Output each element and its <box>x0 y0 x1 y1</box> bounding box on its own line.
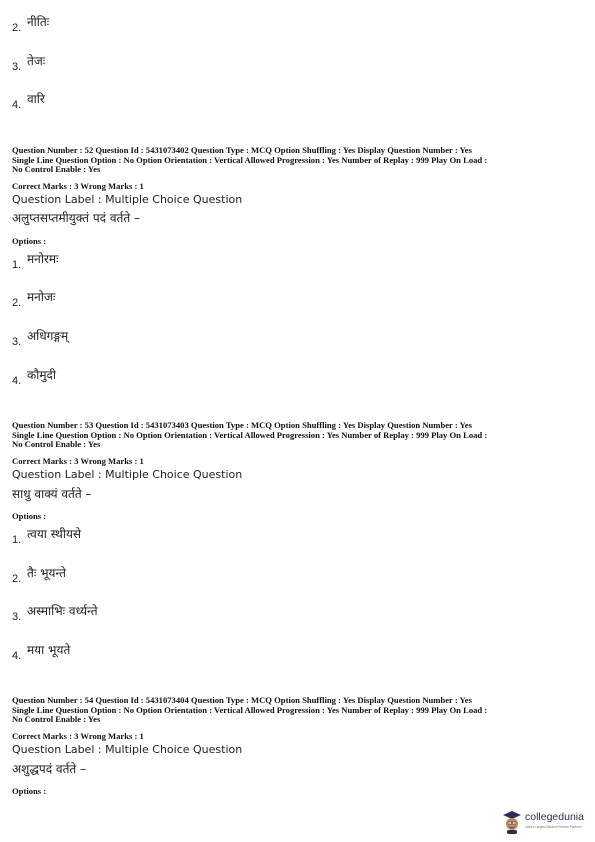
graduate-mascot-icon <box>502 810 522 834</box>
option-text: तेजः <box>27 54 46 68</box>
meta-line: No Control Enable : Yes <box>12 164 101 175</box>
question-text: अशुद्धपदं वर्तते – <box>12 762 87 776</box>
option-text[interactable]: मनोजः <box>27 290 56 304</box>
meta-line: Single Line Question Option : No Option Orientation : Vertical Allowed Progression : Yes Number of Replay : 999 Play On Load : <box>12 429 488 440</box>
question-text: साधु वाक्यं वर्तते – <box>12 487 92 501</box>
meta-line: Question Number : 54 Question Id : 5431073404 Question Type : MCQ Option Shuffling : Yes Display Question Number : Yes <box>12 695 472 705</box>
option-text[interactable]: तैः भूयन्ते <box>27 566 67 580</box>
logo-tagline: India's Largest Student Review Platform <box>525 825 582 829</box>
option-number: 3. <box>12 611 22 623</box>
option-number: 2. <box>12 297 22 309</box>
option-number: 4. <box>12 650 22 662</box>
collegedunia-logo[interactable] <box>502 808 592 836</box>
question-meta <box>12 146 587 175</box>
marks-info: Correct Marks : 3 Wrong Marks : 1 <box>12 181 144 191</box>
options-label: Options : <box>12 511 47 521</box>
meta-line: Question Number : 52 Question Id : 5431073402 Question Type : MCQ Option Shuffling : Yes Display Question Number : Yes <box>12 145 472 155</box>
option-text[interactable]: अधिगङ्गम् <box>27 329 69 343</box>
option-number: 4. <box>12 375 22 387</box>
option-text: वारि <box>27 92 45 106</box>
option-number: 1. <box>12 534 22 546</box>
option-text: नीतिः <box>27 15 50 29</box>
meta-line: Question Number : 53 Question Id : 5431073403 Question Type : MCQ Option Shuffling : Yes Display Question Number : Yes <box>12 420 472 430</box>
option-text[interactable]: मया भूयते <box>27 643 71 657</box>
option-text[interactable]: त्वया स्थीयसे <box>27 527 82 541</box>
option-text[interactable]: अस्माभिः वर्ध्यन्ते <box>27 604 98 618</box>
meta-line: No Control Enable : Yes <box>12 714 101 725</box>
option-text[interactable]: मनोरमः <box>27 252 59 266</box>
question-label: Question Label : Multiple Choice Question <box>12 193 243 206</box>
marks-info: Correct Marks : 3 Wrong Marks : 1 <box>12 731 144 741</box>
logo-wordmark: collegedunia <box>525 811 584 823</box>
option-number: 2. <box>12 22 22 34</box>
meta-line: Single Line Question Option : No Option Orientation : Vertical Allowed Progression : Yes Number of Replay : 999 Play On Load : <box>12 154 488 165</box>
meta-line: No Control Enable : Yes <box>12 439 101 450</box>
marks-info: Correct Marks : 3 Wrong Marks : 1 <box>12 456 144 466</box>
meta-line: Single Line Question Option : No Option Orientation : Vertical Allowed Progression : Yes Number of Replay : 999 Play On Load : <box>12 704 488 715</box>
option-number: 3. <box>12 61 22 73</box>
option-number: 3. <box>12 336 22 348</box>
option-number: 1. <box>12 259 22 271</box>
options-label: Options : <box>12 236 47 246</box>
option-number: 4. <box>12 99 22 111</box>
question-text: अलुप्तसप्तमीयुक्तं पदं वर्तते – <box>12 211 140 225</box>
option-number: 2. <box>12 573 22 585</box>
question-label: Question Label : Multiple Choice Question <box>12 468 243 481</box>
question-meta <box>12 696 587 725</box>
question-meta <box>12 421 587 450</box>
options-label: Options : <box>12 786 47 796</box>
question-label: Question Label : Multiple Choice Question <box>12 743 243 756</box>
option-text[interactable]: कौमुदी <box>27 368 56 382</box>
